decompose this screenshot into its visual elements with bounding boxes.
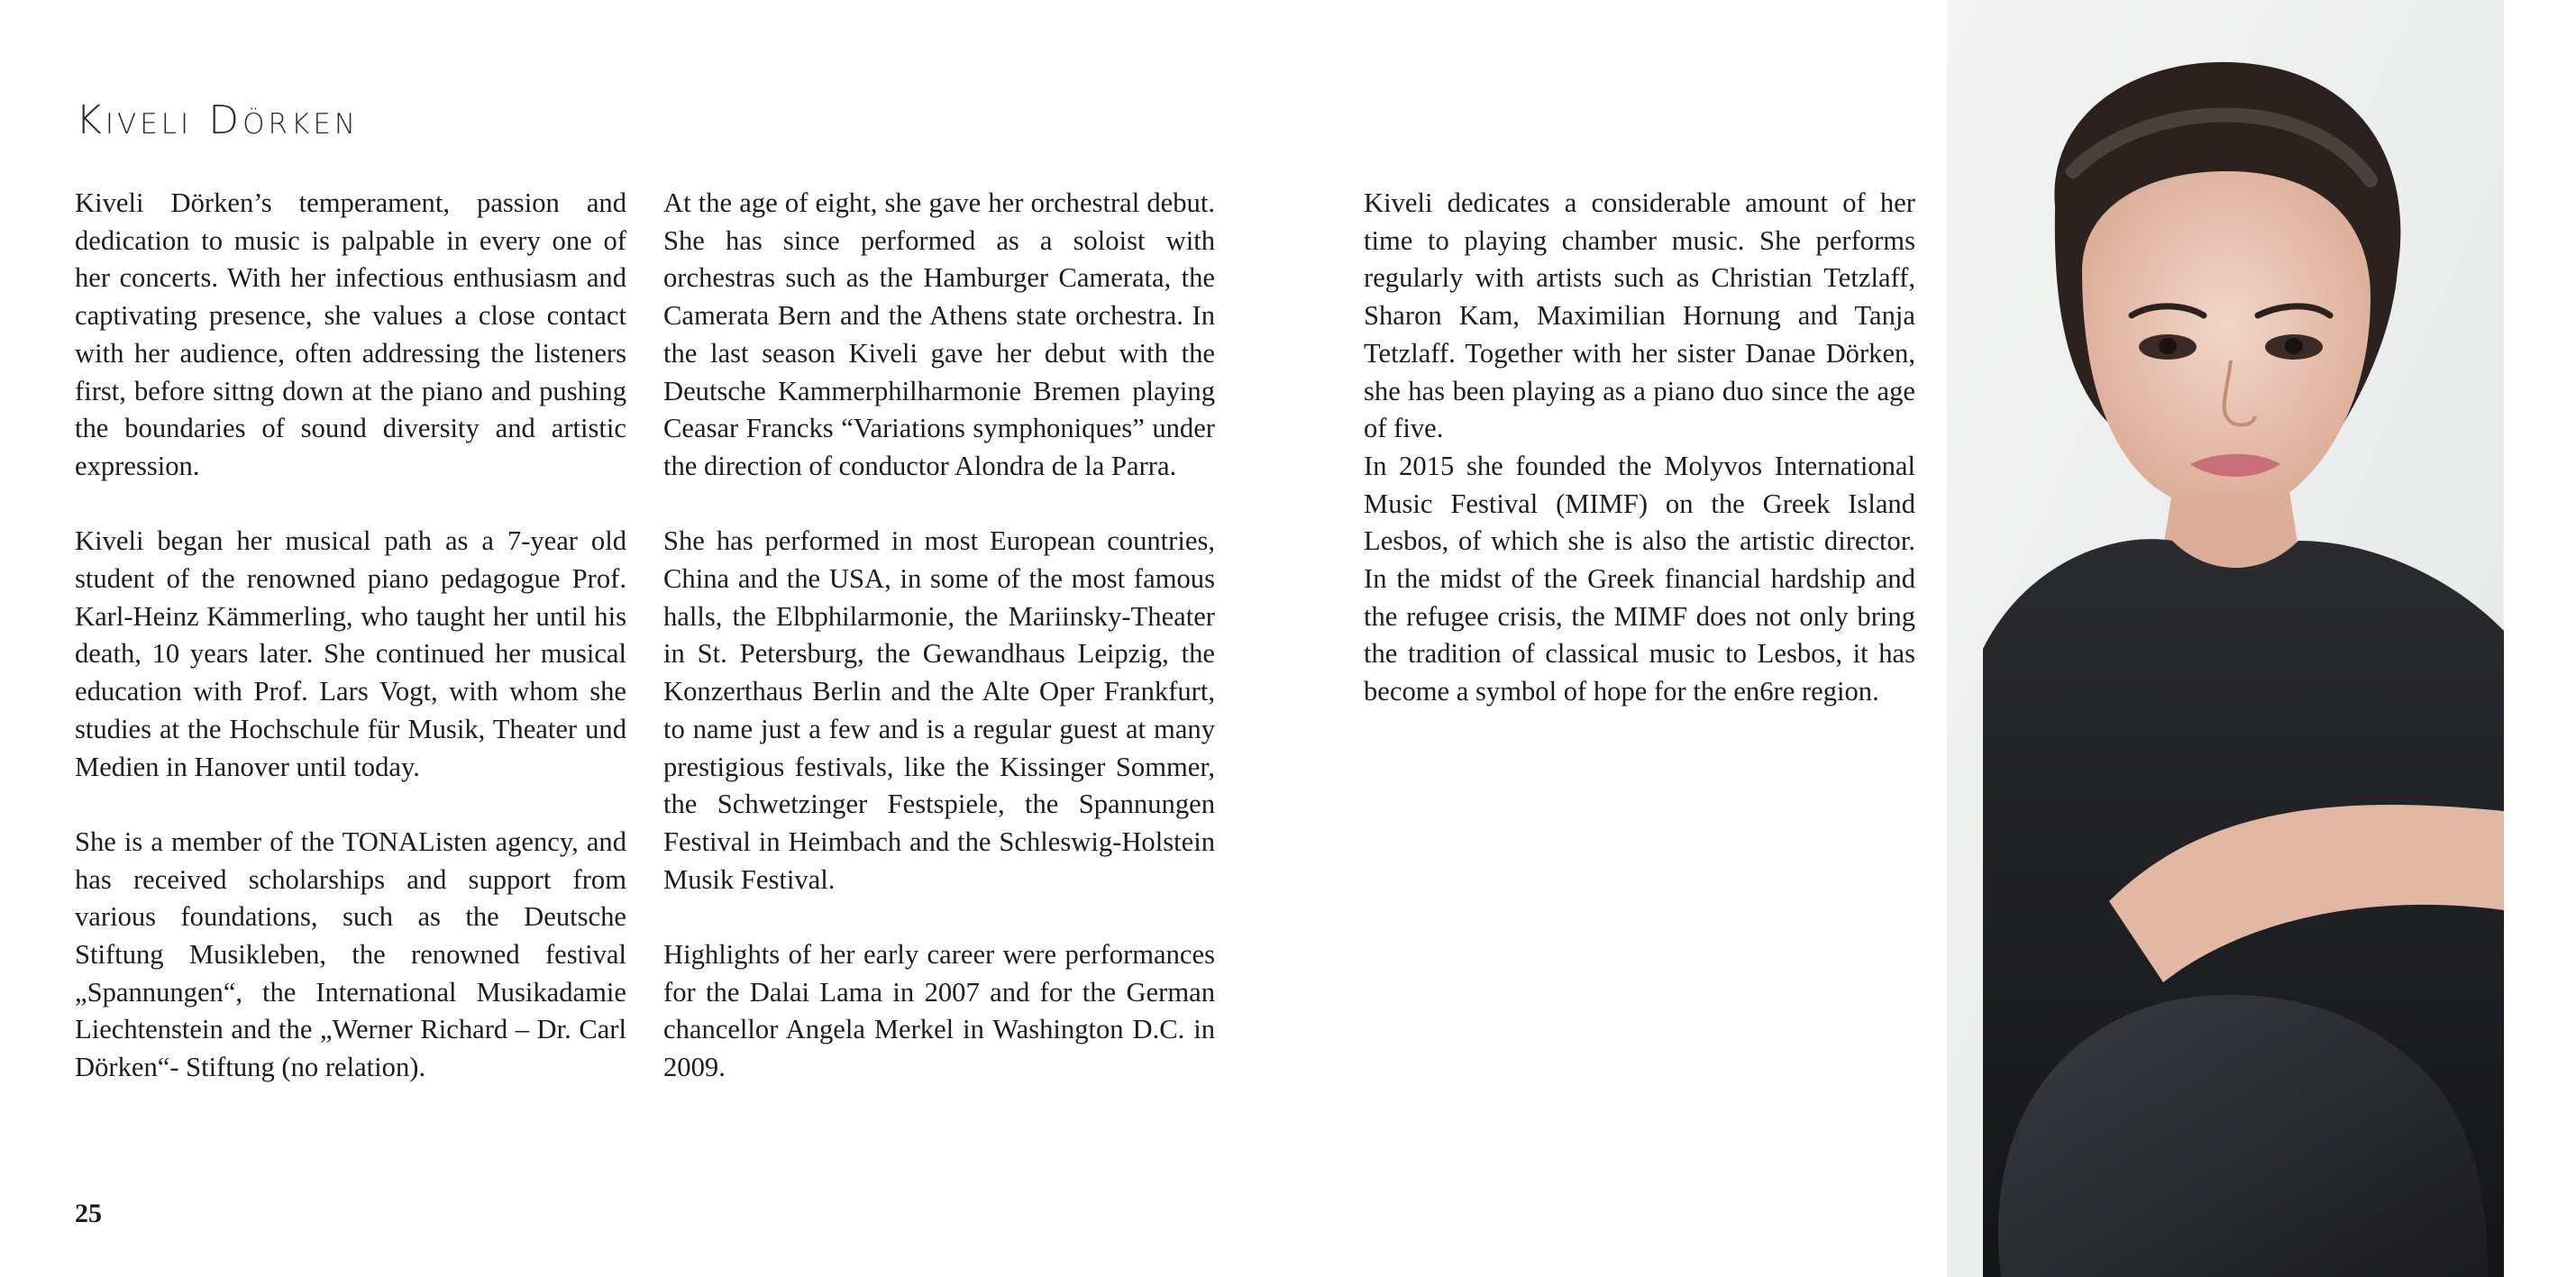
paragraph: Kiveli began her musical path as a 7-year old student of the renowned piano pedagogue Prof. Karl-Heinz Kämmerling, who taught her until his death, 10 years later. She continued her musical education with Prof. Lars Vogt, with whom she studies at the Hochschule für Musik, Theater und Medien in Hanover until today. (75, 525, 626, 782)
paragraph: In 2015 she founded the Molyvos International Music Festival (MIMF) on the Greek Island Lesbos, of which she is also the artistic director. In the midst of the Greek financial hardship and the refugee crisis, the MIMF does not only bring the tradition of classical music to Lesbos, it has become a symbol of hope for the en6re region. (1364, 450, 1915, 707)
page-title: Kiveli Dörken (76, 97, 360, 143)
text-column-3 (1364, 185, 1915, 749)
portrait-photo (1947, 0, 2504, 1277)
paragraph: Highlights of her early career were performances for the Dalai Lama in 2007 and for the German chancellor Angela Merkel in Washington D.C. in 2009. (663, 939, 1215, 1083)
page-number: 25 (75, 1199, 102, 1228)
paragraph: At the age of eight, she gave her orchestral debut. She has since performed as a soloist with orchestras such as the Hamburger Camerata, the Camerata Bern and the Athens state orchestra. In the last season Kiveli gave her debut with the Deutsche Kammerphilharmonie Bremen playing Ceasar Francks “Variations symphoniques” under the direction of conductor Alondra de la Parra. (663, 187, 1215, 481)
paragraph: She has performed in most European countries, China and the USA, in some of the most famous halls, the Elbphilarmonie, the Mariinsky-Theater in St. Petersburg, the Gewandhaus Leipzig, the Konzerthaus Berlin and the Alte Oper Frankfurt, to name just a few and is a regular guest at many prestigious festivals, like the Kissinger Sommer, the Schwetzinger Festspiele, the Spannungen Festival in Heimbach and the Schleswig-Holstein Musik Festival. (663, 525, 1215, 895)
paragraph: She is a member of the TONAListen agency, and has received scholarships and support from various foundations, such as the Deutsche Stiftung Musikleben, the renowned festival „Spannungen“, the International Musikadamie Liechtenstein and the „Werner Richard – Dr. Carl Dörken“- Stiftung (no relation). (75, 825, 626, 1083)
text-column-2 (663, 185, 1215, 1125)
paragraph: Kiveli Dörken’s temperament, passion and dedication to music is palpable in every one of her concerts. With her infectious enthusiasm and captivating presence, she values a close contact with her audience, often addressing the listeners first, before sittng down at the piano and pushing the boundaries of sound diversity and artistic expression. (75, 187, 626, 481)
portrait-illustration (1947, 0, 2504, 1277)
text-column-1 (75, 185, 626, 1125)
paragraph: Kiveli dedicates a considerable amount of her time to playing chamber music. She performs regularly with artists such as Christian Tetzlaff, Sharon Kam, Maximilian Hornung and Tanja Tetzlaff. Together with her sister Danae Dörken, she has been playing as a piano duo since the age of five. (1364, 187, 1915, 444)
